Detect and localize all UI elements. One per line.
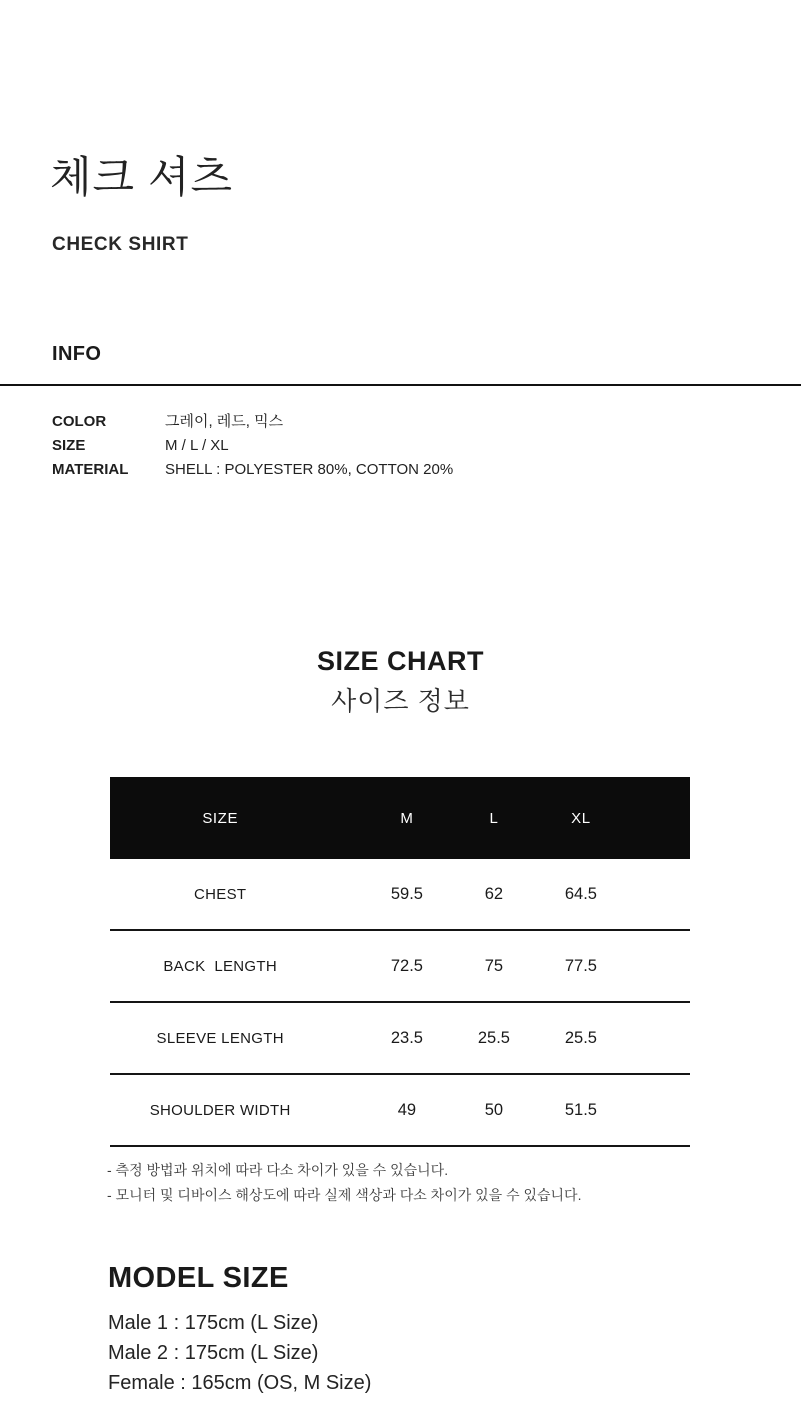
row-value-l: 62 bbox=[484, 884, 504, 903]
row-label: SHOULDER WIDTH bbox=[149, 1101, 291, 1119]
note-line: - 모니터 및 디바이스 해상도에 따라 실제 색상과 다소 차이가 있을 수 있습니다. bbox=[107, 1187, 582, 1203]
size-table-header-cell: SIZE bbox=[202, 809, 239, 827]
size-chart-table bbox=[110, 777, 690, 1147]
info-list bbox=[52, 410, 453, 482]
info-label: COLOR bbox=[52, 413, 107, 430]
model-size-list bbox=[108, 1308, 371, 1398]
note-line: - 측정 방법과 위치에 따라 다소 차이가 있을 수 있습니다. bbox=[107, 1162, 449, 1178]
row-label: CHEST bbox=[194, 885, 247, 903]
row-value-m: 59.5 bbox=[390, 884, 423, 903]
model-size-heading: MODEL SIZE bbox=[108, 1262, 289, 1294]
table-row-sleeve-length bbox=[110, 1003, 690, 1075]
info-row-size bbox=[52, 434, 453, 458]
size-table-header-row bbox=[110, 777, 690, 859]
table-row-back-length bbox=[110, 931, 690, 1003]
row-label: SLEEVE LENGTH bbox=[156, 1029, 284, 1047]
size-chart-title: SIZE CHART bbox=[317, 646, 484, 676]
row-value-xl: 25.5 bbox=[564, 1028, 597, 1047]
info-divider-line bbox=[0, 384, 801, 386]
size-chart-subtitle-korean: 사이즈 정보 bbox=[331, 686, 470, 716]
info-value: 그레이, 레드, 믹스 bbox=[165, 413, 284, 430]
info-row-material bbox=[52, 458, 453, 482]
size-chart-notes bbox=[107, 1158, 581, 1208]
info-label: MATERIAL bbox=[52, 461, 129, 478]
info-row-color bbox=[52, 410, 453, 434]
row-value-l: 50 bbox=[484, 1100, 504, 1119]
row-value-m: 23.5 bbox=[390, 1028, 423, 1047]
size-table-header-cell: XL bbox=[571, 809, 591, 827]
row-value-m: 72.5 bbox=[390, 956, 423, 975]
info-value: M / L / XL bbox=[165, 437, 229, 454]
row-value-l: 75 bbox=[484, 956, 504, 975]
model-size-line: Male 2 : 175cm (L Size) bbox=[108, 1342, 319, 1364]
row-value-l: 25.5 bbox=[477, 1028, 510, 1047]
product-title-korean: 체크 셔츠 bbox=[50, 154, 234, 202]
row-value-m: 49 bbox=[397, 1100, 417, 1119]
product-title-english: CHECK SHIRT bbox=[52, 234, 189, 255]
size-table-header-cell: M bbox=[400, 809, 414, 827]
info-section-heading: INFO bbox=[52, 343, 102, 365]
row-value-xl: 51.5 bbox=[564, 1100, 597, 1119]
row-label: BACK LENGTH bbox=[163, 957, 277, 975]
row-value-xl: 64.5 bbox=[564, 884, 597, 903]
table-row-shoulder-width bbox=[110, 1075, 690, 1147]
table-row-chest bbox=[110, 859, 690, 931]
row-value-xl: 77.5 bbox=[564, 956, 597, 975]
model-size-line: Male 1 : 175cm (L Size) bbox=[108, 1312, 319, 1334]
model-size-line: Female : 165cm (OS, M Size) bbox=[108, 1372, 372, 1394]
size-table-header-cell: L bbox=[489, 809, 499, 827]
info-value: SHELL : POLYESTER 80%, COTTON 20% bbox=[165, 461, 454, 478]
info-label: SIZE bbox=[52, 437, 86, 454]
